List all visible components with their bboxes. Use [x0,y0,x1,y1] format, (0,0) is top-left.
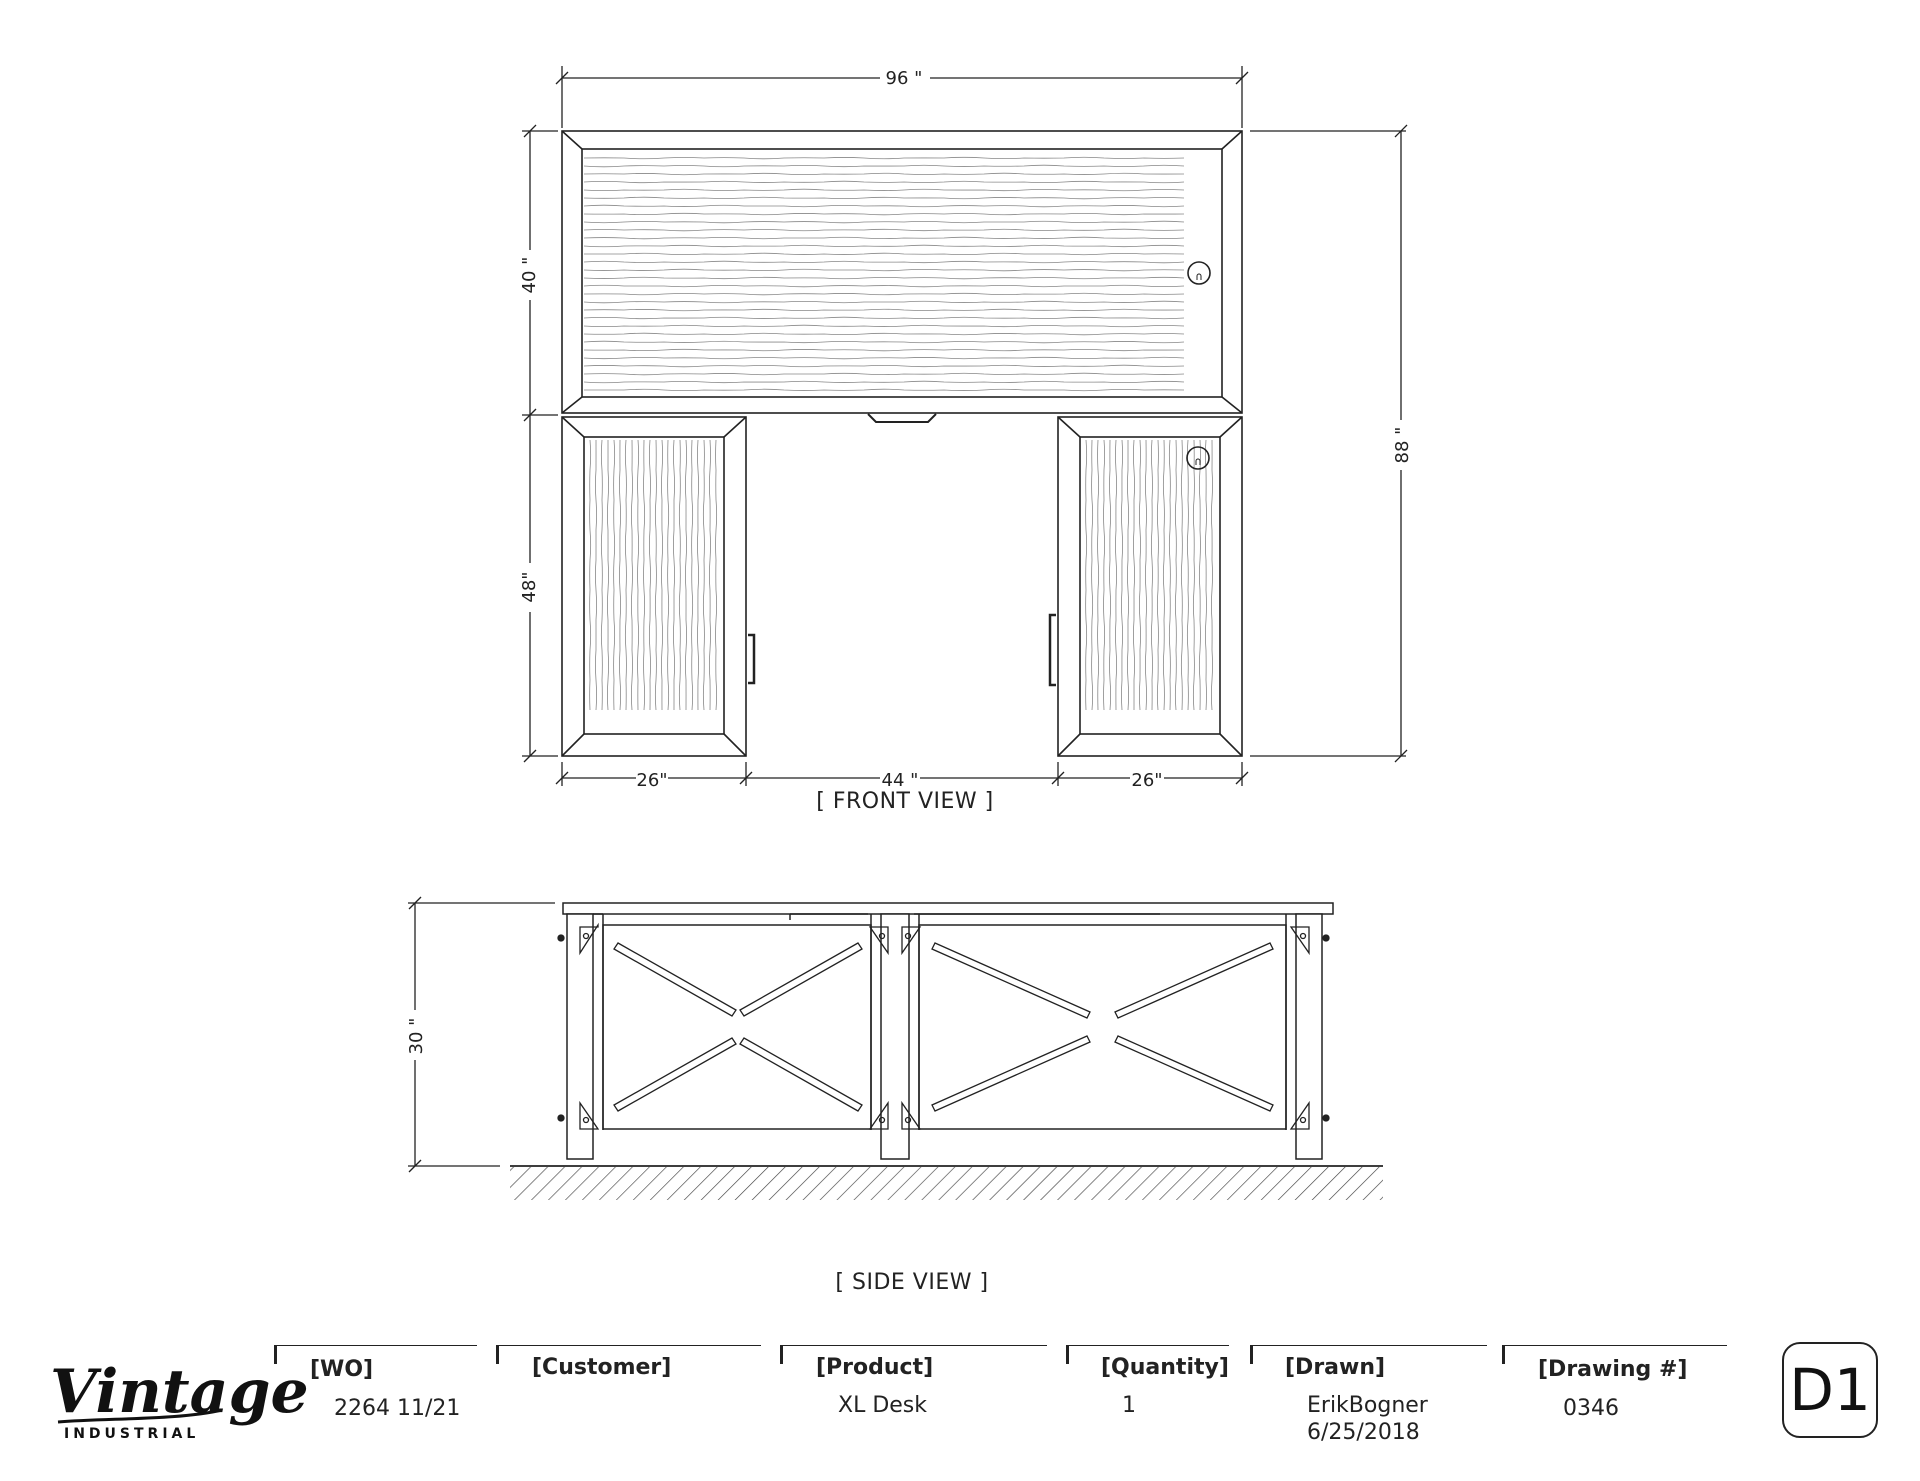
sheet-id: D1 [1789,1356,1871,1424]
corner-plates [558,925,1329,1129]
vintage-industrial-logo [50,1357,309,1442]
ground-hatch [510,1167,1383,1200]
x-brace-right [932,943,1273,1111]
dim-total-width: 96 " [885,68,923,89]
dim-right-width: 26" [1131,770,1163,791]
left-pedestal [562,417,754,756]
label-product: [Product] [816,1355,934,1380]
right-bracket [1050,615,1056,685]
dim-hutch-height: 40 " [519,256,540,294]
label-wo: [WO] [310,1357,374,1382]
side-view-caption: [ SIDE VIEW ] [835,1270,989,1295]
logo-wordmark: Vintage [50,1357,309,1427]
side-panel-right [919,925,1286,1129]
logo-subtitle: INDUSTRIAL [64,1426,200,1442]
label-drawing-number: [Drawing #] [1538,1357,1688,1382]
label-customer: [Customer] [532,1355,672,1380]
sheet-id-box [1782,1342,1878,1438]
dim-gap-width: 44 " [881,770,919,791]
label-quantity: [Quantity] [1101,1355,1229,1380]
desk-top-slab [563,903,1333,914]
label-drawn: [Drawn] [1285,1355,1386,1380]
title-rule-wo [274,1345,477,1364]
x-brace-left [614,943,862,1111]
side-panel-left [603,925,871,1129]
left-bracket [748,635,754,683]
side-dimension-lines [408,897,555,1172]
center-bracket [868,414,936,422]
front-view [522,66,1407,786]
value-drawn-name: ErikBogner [1307,1393,1428,1418]
side-view [408,897,1383,1200]
value-drawn-date: 6/25/2018 [1307,1420,1420,1445]
side-legs [567,914,1322,1159]
dim-base-height: 48" [519,571,540,603]
front-view-caption: [ FRONT VIEW ] [816,789,994,814]
right-pedestal [1050,417,1242,756]
value-product: XL Desk [838,1393,927,1418]
dim-side-height: 30 " [406,1017,427,1055]
value-quantity: 1 [1122,1393,1136,1418]
dim-total-height: 88 " [1392,426,1413,464]
value-drawing-number: 0346 [1563,1396,1619,1421]
hutch-panel [562,131,1242,413]
value-wo: 2264 11/21 [334,1396,461,1421]
dim-left-width: 26" [636,770,668,791]
